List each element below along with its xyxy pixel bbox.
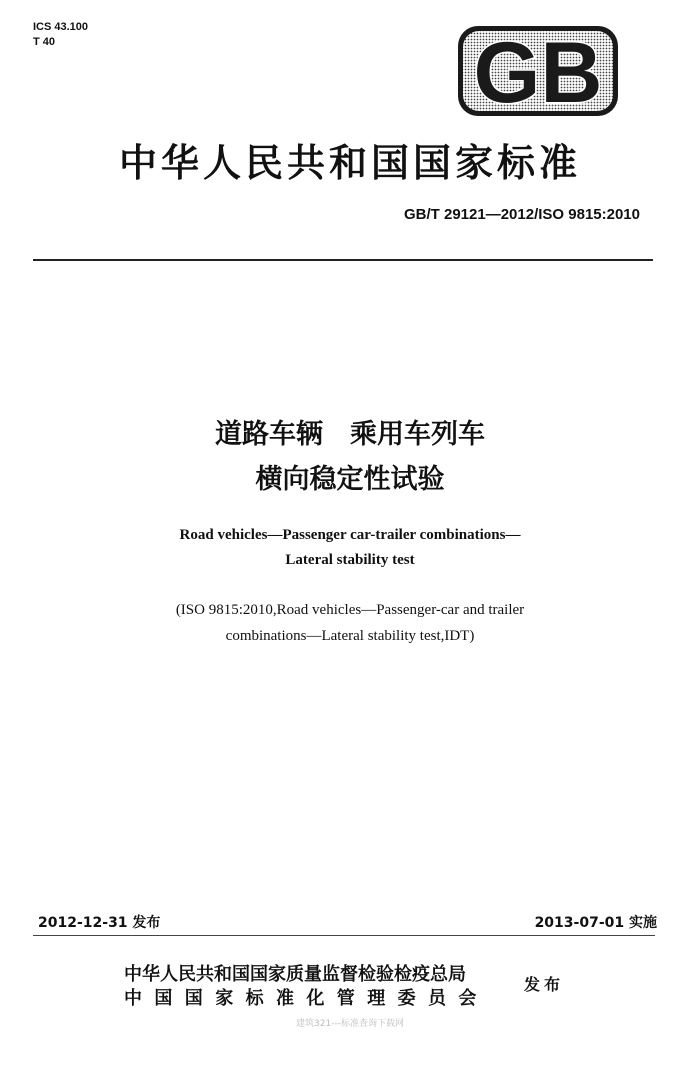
- standard-number: GB/T 29121—2012/ISO 9815:2010: [404, 206, 640, 223]
- gb-logo-icon: [458, 26, 618, 116]
- classification-codes: [33, 20, 88, 50]
- publish-label: 发布: [524, 975, 565, 994]
- iso-reference-line2: combinations—Lateral stability test,IDT): [225, 628, 475, 644]
- header-divider: [33, 259, 653, 261]
- iso-reference-line1: (ISO 9815:2010,Road vehicles—Passenger-car and trailer: [175, 602, 525, 618]
- ics-code: ICS 43.100: [33, 21, 89, 33]
- issuer-line2: 中国国家标准化管理委员会: [124, 988, 489, 1009]
- implementation-date: 2013-07-01 实施: [534, 915, 657, 931]
- class-code: T 40: [33, 36, 56, 48]
- footer-divider: [33, 935, 655, 936]
- title-chinese-line1: 道路车辆 乘用车列车: [215, 419, 485, 450]
- national-standard-title: 中华人民共和国国家标准: [118, 140, 581, 185]
- gb-logo-text: GB: [473, 26, 603, 116]
- issue-date: 2012-12-31 发布: [38, 915, 161, 931]
- title-english-line1: Road vehicles—Passenger car-trailer combinations—: [179, 527, 521, 543]
- title-english-line2: Lateral stability test: [285, 552, 415, 568]
- watermark: 建筑321---标准查询下载网: [296, 1019, 404, 1029]
- title-chinese-line2: 横向稳定性试验: [255, 464, 445, 495]
- issuer-line1: 中华人民共和国国家质量监督检验检疫总局: [124, 964, 466, 985]
